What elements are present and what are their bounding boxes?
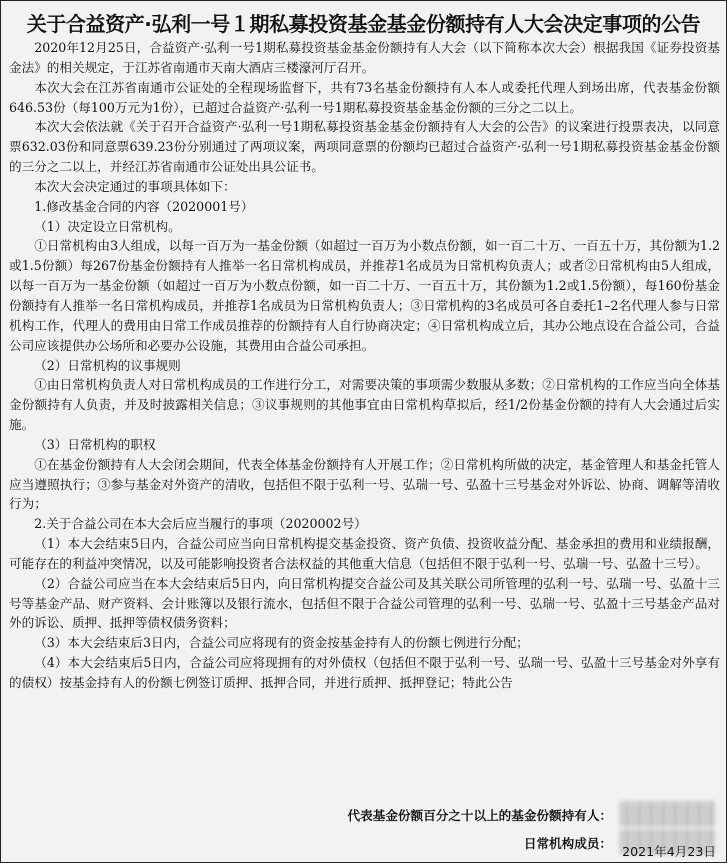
heading-powers: （3）日常机构的职权: [34, 436, 156, 452]
heading-rules: （2）日常机构的议事规则: [34, 357, 181, 373]
paragraph-obligation-4: （4）本大会结束后5日内，合益公司应将现拥有的对外债权（包括但不限于弘利一号、弘瑞一号、弘盈十三号基金对外享有的债权）按基金持有人的份额七例签订质押、抵押合同，并进行质押、抵押登记；特此公告: [9, 655, 720, 690]
announcement-date: 2021年4月23日: [622, 844, 716, 859]
heading-establish-office: （1）决定设立日常机构。: [34, 218, 181, 234]
heading-contract-amendment: 1.修改基金合同的内容（2020001号）: [34, 198, 254, 214]
paragraph-attendance: 本次大会在江苏省南通市公证处的全程现场监督下，共有73名基金份额持有人本人或委托代理人到场出席，代表基金份额646.53份（每100万元为1份），已超过合益资产·弘利一号1期私募投资基金基金份额的三分之二以上。: [9, 79, 720, 115]
paragraph-voting: 本次大会依法就《关于召开合益资产·弘利一号1期私募投资基金基金份额持有人大会的公告》的议案进行投票表决，以同意票632.03份和同意票639.23份分别通过了两项议案，两项同意票的份额均已超过合益资产·弘利一号1期私募投资基金基金份额的三分之二以上，并经江苏省南通市公证处出具公证书。: [9, 119, 720, 175]
paragraph-obligation-2: （2）合益公司应当在本大会结束后5日内，向日常机构提交合益公司及其关联公司所管理的弘利一号、弘瑞一号、弘盈十三号等基金产品、财产资料、会计账簿以及银行流水，包括但不限于合益公司管理的弘利一号、弘瑞一号、弘盈十三号基金产品对外的诉讼、质押、抵押等债权债务资料；: [9, 575, 720, 631]
members-signature-label: 日常机构成员：: [523, 835, 612, 851]
paragraph-obligation-3: （3）本大会结束后3日内，合益公司应将现有的资金按基金持有人的份额七例进行分配；: [34, 635, 529, 651]
paragraph-matters-intro: 本次大会决定通过的事项具体如下：: [34, 178, 236, 194]
paragraph-meeting-date: 2020年12月25日，合益资产·弘利一号1期私募投资基金基金份额持有人大会（以下简称本次大会）根据我国《证券投资基金法》的相关规定，于江苏省南通市天南大酒店三楼濠河厅召开。: [9, 40, 720, 75]
redacted-signature-icon: [620, 801, 716, 827]
heading-company-obligations: 2.关于合益公司在本大会后应当履行的事项（2020002号）: [34, 516, 367, 532]
announcement-body: [9, 38, 720, 693]
paragraph-rules: ①由日常机构负责人对日常机构成员的工作进行分工，对需要决策的事项需少数服从多数；②日常机构的工作应当向全体基金份额持有人负责，并及时披露相关信息；③议事规则的其他事宜由日常机构草拟后，经1/2份基金份额的持有人大会通过后实施。: [9, 377, 720, 433]
paragraph-office-composition: ①日常机构由3人组成，以每一百万为一基金份额（如超过一百万为小数点份额，如一百二十万、一百五十万，其份额为1.2或1.5份额）每267份基金份额持有人推举一名日常机构成员，并推荐1名成员为日常机构负责人；或者②日常机构由5人组成，以每一百万为一基金份额（如超过一百万为小数点份额，如一百二十万、一百五十万，其份额为1.2或1.5份额），每160份基金份额持有人推举一名日常机构成员，并推荐1名成员为日常机构负责人；③日常机构的3名成员可各自委托1–2名代理人参与日常机构工作，代理人的费用由日常工作成员推荐的份额持有人自行协商决定；④日常机构成立后，其办公地点设在合益公司，合益公司应该提供办公场所和必要办公设施，其费用由合益公司承担。: [9, 238, 720, 353]
paragraph-obligation-1: （1）本大会结束5日内，合益公司应当向日常机构提交基金投资、资产负债、投资收益分配、基金承担的费用和业绩报酬，可能存在的利益冲突情况，以及可能影响投资者合法权益的其他重大信息（包括但不限于弘利一号、弘瑞一号、弘盈十三号）。: [9, 536, 720, 571]
holders-signature: [348, 801, 716, 827]
paragraph-powers: ①在基金份额持有人大会闭会期间，代表全体基金份额持有人开展工作；②日常机构所做的决定，基金管理人和基金托管人应当遵照执行；③参与基金对外资产的清收，包括但不限于弘利一号、弘瑞一号、弘盈十三号基金对外诉讼、协商、调解等清收行为；: [9, 456, 720, 512]
announcement-title: 关于合益资产·弘利一号１期私募投资基金基金份额持有人大会决定事项的公告: [26, 12, 701, 36]
holders-signature-label: 代表基金份额百分之十以上的基金份额持有人：: [347, 807, 612, 823]
